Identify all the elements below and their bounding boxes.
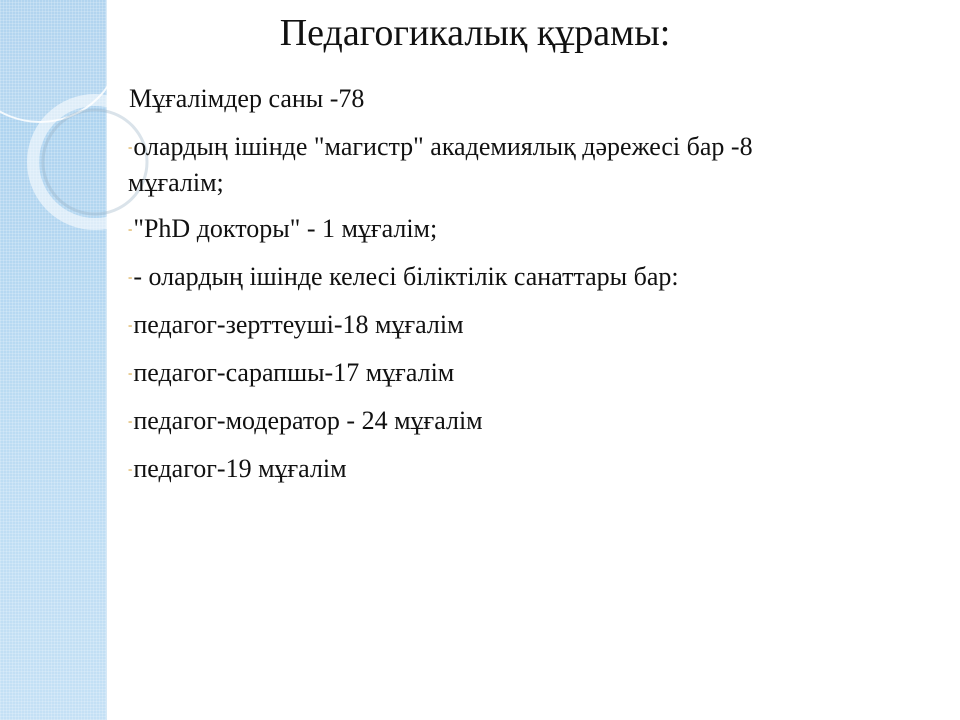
- list-item: [128, 356, 768, 392]
- bullet-marker: -: [128, 461, 133, 477]
- list-item: [128, 308, 768, 344]
- list-item-text: педагог-сарапшы-17 мұғалім: [133, 358, 455, 388]
- list-item: [128, 404, 768, 440]
- bullet-marker: -: [128, 413, 133, 429]
- list-item-text: педагог-зерттеуші-18 мұғалім: [133, 310, 464, 340]
- list-item-text: педагог-модератор - 24 мұғалім: [133, 406, 483, 436]
- slide-title: Педагогикалық құрамы:: [279, 12, 671, 54]
- list-item: [128, 260, 768, 296]
- list-item: [128, 212, 768, 248]
- list-item: [128, 82, 768, 118]
- list-item: [128, 452, 768, 488]
- bullet-marker: -: [128, 365, 133, 381]
- list-item-text: - олардың ішінде келесі біліктілік санаттары бар:: [133, 262, 679, 292]
- list-item-text: олардың ішінде "магистр" академиялық дәрежесі бар -8 мұғалім;: [128, 132, 753, 198]
- bullet-marker: -: [128, 139, 133, 155]
- list-item: [128, 130, 768, 200]
- list-item-text: педагог-19 мұғалім: [133, 454, 347, 484]
- content-list: [128, 82, 768, 500]
- bullet-marker: -: [128, 221, 133, 237]
- list-item-text: "PhD докторы" - 1 мұғалім;: [133, 214, 438, 244]
- list-item-text: Мұғалімдер саны -78: [129, 84, 365, 113]
- bullet-marker: -: [128, 269, 133, 285]
- bullet-marker: -: [128, 317, 133, 333]
